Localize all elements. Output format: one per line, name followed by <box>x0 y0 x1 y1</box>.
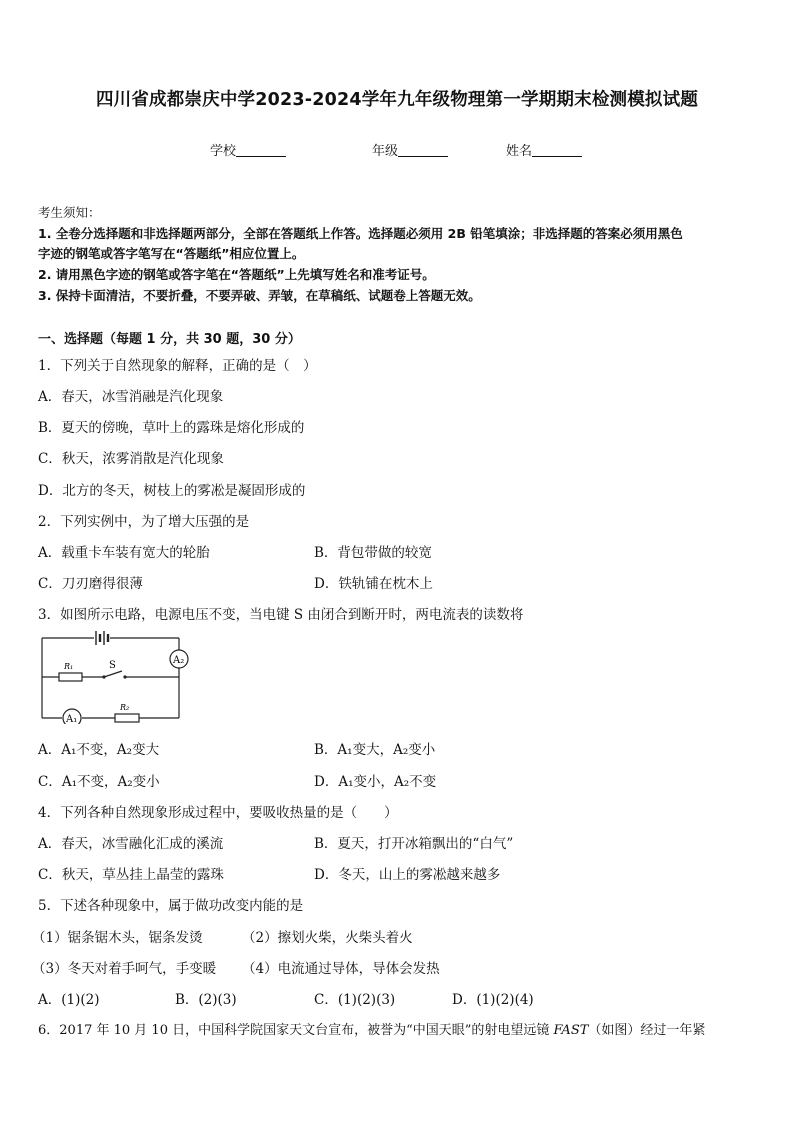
grade-field[interactable] <box>372 140 448 159</box>
notice-item-1b: 字迹的钢笔或答字笔写在“答题纸”相应位置上。 <box>38 246 305 261</box>
q3-option-c[interactable]: C．A₁不变，A₂变小 <box>38 774 160 790</box>
q5-option-b[interactable]: B．(2)(3) <box>175 992 237 1008</box>
q3-option-d[interactable]: D．A₁变小，A₂不变 <box>314 774 437 790</box>
battery-icon <box>96 631 108 645</box>
q5-option-a[interactable]: A．(1)(2) <box>38 992 100 1008</box>
resistor-r1 <box>59 673 82 681</box>
notice-heading: 考生须知： <box>38 205 101 220</box>
notice-item-2: 2. 请用黑色字迹的钢笔或答字笔在“答题纸”上先填写姓名和准考证号。 <box>38 267 435 282</box>
r1-label: R₁ <box>64 662 74 671</box>
q6-fast: FAST <box>553 1023 589 1038</box>
q2-stem: 2．下列实例中，为了增大压强的是 <box>38 514 250 530</box>
q6-stem-part-b: （如图）经过一年紧 <box>588 1023 706 1038</box>
q1-option-a[interactable]: A．春天，冰雪消融是汽化现象 <box>38 389 224 405</box>
name-blank[interactable] <box>532 144 582 157</box>
q4-stem: 4．下列各种自然现象形成过程中，要吸收热量的是（ ） <box>38 805 398 821</box>
circuit-diagram <box>38 628 198 724</box>
q2-option-a[interactable]: A．载重卡车装有宽大的轮胎 <box>38 545 210 561</box>
q4-option-c[interactable]: C．秋天，草丛挂上晶莹的露珠 <box>38 867 224 883</box>
switch-s[interactable] <box>102 671 126 679</box>
q2-option-d[interactable]: D．铁轨铺在枕木上 <box>314 576 433 592</box>
q3-option-b[interactable]: B．A₁变大，A₂变小 <box>314 742 436 758</box>
name-field[interactable] <box>506 140 582 159</box>
name-label: 姓名 <box>506 144 533 159</box>
section-heading: 一、选择题（每题 1 分，共 30 题，30 分） <box>38 332 301 347</box>
school-label: 学校 <box>210 144 237 159</box>
q5-item-2: （2）擦划火柴，火柴头着火 <box>242 930 413 946</box>
q5-item-4: （4）电流通过导体，导体会发热 <box>242 961 440 977</box>
a1-label: A₁ <box>66 714 78 724</box>
grade-blank[interactable] <box>398 144 448 157</box>
q5-stem: 5．下述各种现象中，属于做功改变内能的是 <box>38 898 304 914</box>
a2-label: A₂ <box>173 655 185 666</box>
q5-option-c[interactable]: C．(1)(2)(3) <box>314 992 396 1008</box>
q6-stem <box>38 1019 705 1038</box>
q3-stem: 3．如图所示电路，电源电压不变，当电键 S 由闭合到断开时，两电流表的读数将 <box>38 607 524 623</box>
q1-stem: 1．下列关于自然现象的解释，正确的是（ ） <box>38 358 317 374</box>
q6-stem-part-a: 6．2017 年 10 月 10 日，中国科学院国家天文台宣布，被誉为“中国天眼”的射电望远镜 <box>38 1023 550 1038</box>
q5-item-1: （1）锯条锯木头，锯条发烫 <box>32 930 203 946</box>
q5-item-3: （3）冬天对着手呵气，手变暖 <box>32 961 217 977</box>
q1-option-b[interactable]: B．夏天的傍晚，草叶上的露珠是熔化形成的 <box>38 420 305 436</box>
q5-option-d[interactable]: D．(1)(2)(4) <box>452 992 534 1008</box>
notice-item-3: 3. 保持卡面清洁，不要折叠，不要弄破、弄皱，在草稿纸、试题卷上答题无效。 <box>38 288 481 303</box>
q2-option-b[interactable]: B．背包带做的较宽 <box>314 545 432 561</box>
notice-item-1a: 1. 全卷分选择题和非选择题两部分，全部在答题纸上作答。选择题必须用 2B 铅笔填涂；非选择题的答案必须用黑色 <box>38 226 683 241</box>
q2-option-c[interactable]: C．刀刃磨得很薄 <box>38 576 143 592</box>
q4-option-d[interactable]: D．冬天，山上的雾凇越来越多 <box>314 867 501 883</box>
q1-option-d[interactable]: D．北方的冬天，树枝上的雾凇是凝固形成的 <box>38 483 306 499</box>
grade-label: 年级 <box>372 144 399 159</box>
school-field[interactable] <box>210 140 286 159</box>
q3-option-a[interactable]: A．A₁不变，A₂变大 <box>38 742 160 758</box>
school-blank[interactable] <box>236 144 286 157</box>
q4-option-b[interactable]: B．夏天，打开冰箱飘出的“白气” <box>314 836 514 852</box>
q1-option-c[interactable]: C．秋天，浓雾消散是汽化现象 <box>38 451 224 467</box>
page-title: 四川省成都崇庆中学2023-2024学年九年级物理第一学期期末检测模拟试题 <box>95 90 699 110</box>
resistor-r2 <box>115 714 139 722</box>
switch-label: S <box>109 660 116 671</box>
r2-label: R₂ <box>120 703 130 712</box>
q4-option-a[interactable]: A．春天，冰雪融化汇成的溪流 <box>38 836 224 852</box>
